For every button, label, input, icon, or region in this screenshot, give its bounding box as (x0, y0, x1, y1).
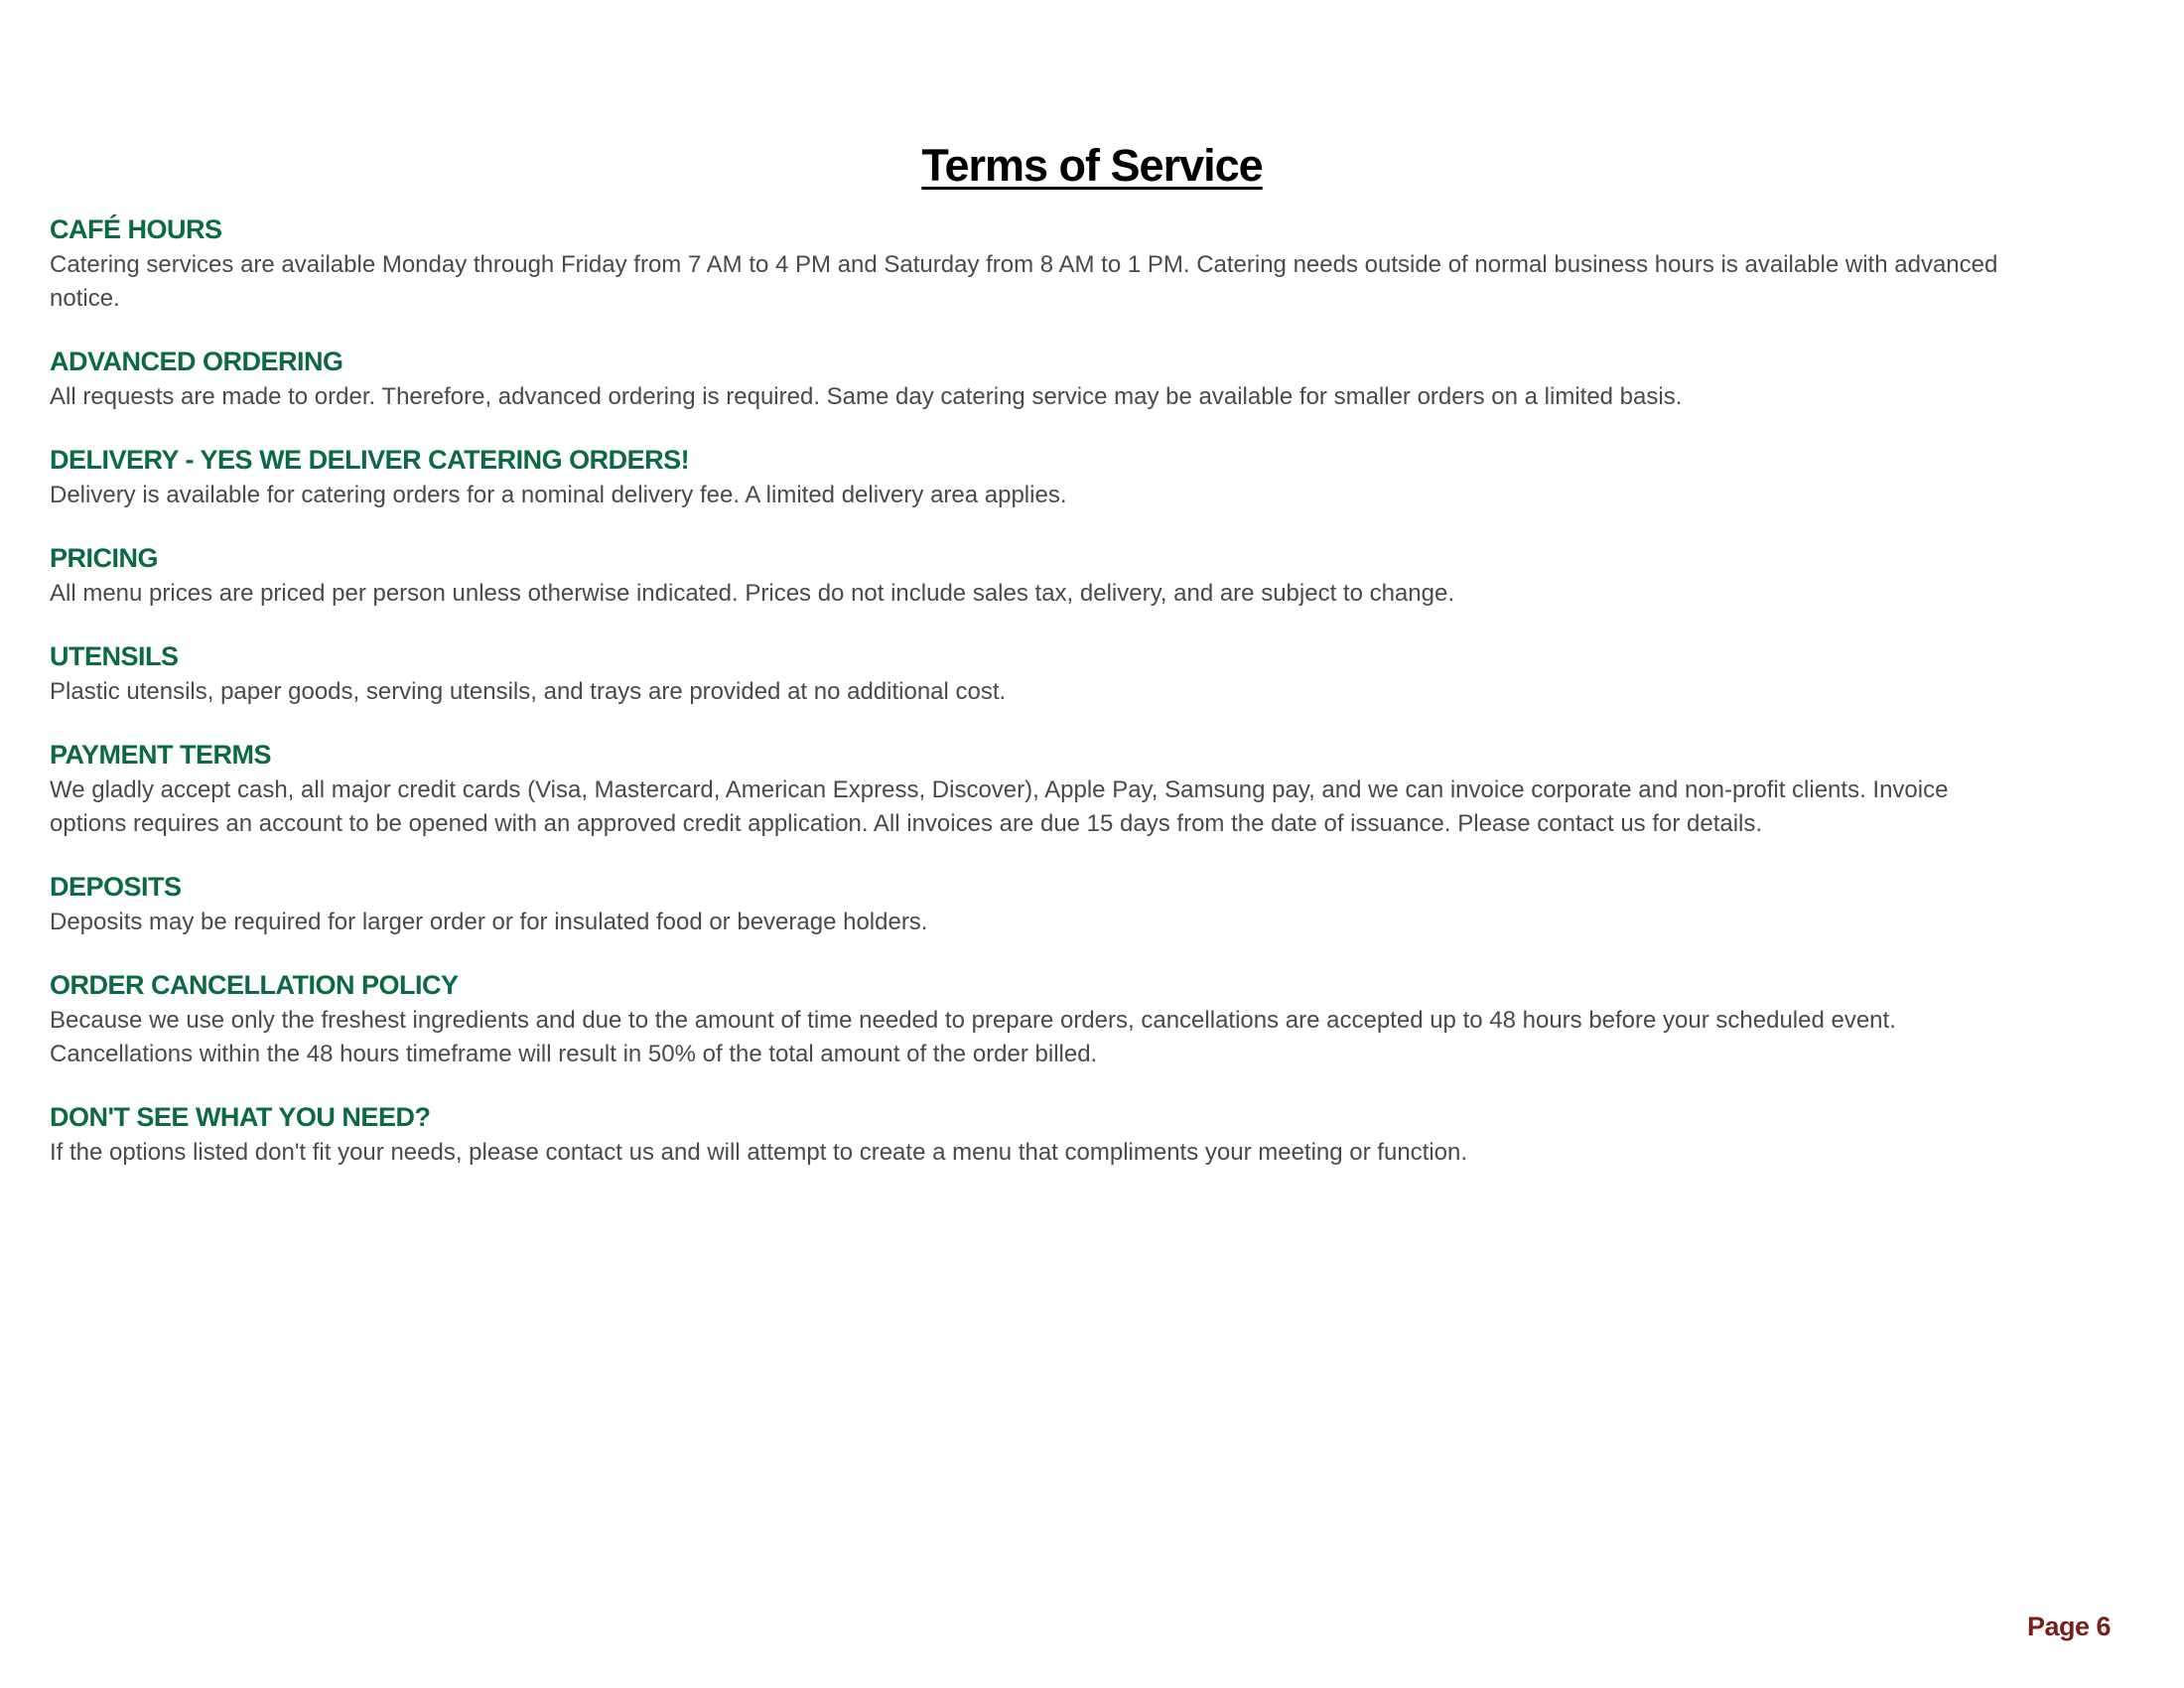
section-heading: CAFÉ HOURS (50, 214, 222, 244)
section-cafe-hours (50, 211, 2025, 316)
section-body: Catering services are available Monday through Friday from 7 AM to 4 PM and Saturday from 8 AM to 1 PM. Catering needs outside of normal business hours is available with advanced notice. (50, 251, 1998, 312)
page-title-text: Terms of Service (921, 140, 1263, 192)
section-payment-terms (50, 736, 2025, 841)
section-advanced-ordering (50, 343, 2025, 414)
section-body: Plastic utensils, paper goods, serving utensils, and trays are provided at no additional cost. (50, 678, 1007, 705)
section-body: All requests are made to order. Therefore, advanced ordering is required. Same day catering service may be available for smaller orders on a limited basis. (50, 383, 1683, 410)
section-heading: DON'T SEE WHAT YOU NEED? (50, 1102, 431, 1132)
section-body: We gladly accept cash, all major credit cards (Visa, Mastercard, American Express, Discover), Apple Pay, Samsung pay, and we can invoice corporate and non-profit clients. Invoice options requires an account to be opened with an approved credit application. All invoices are due 15 days from the date of issuance. Please contact us for details. (50, 776, 1949, 837)
section-heading: PRICING (50, 543, 159, 573)
section-deposits (50, 868, 2025, 939)
section-dont-see-what-you-need (50, 1098, 2025, 1170)
section-delivery (50, 441, 2025, 512)
section-body: Delivery is available for catering orders for a nominal delivery fee. A limited delivery area applies. (50, 482, 1067, 508)
section-heading: PAYMENT TERMS (50, 740, 272, 770)
page-title (0, 139, 2184, 193)
section-heading: DELIVERY - YES WE DELIVER CATERING ORDERS! (50, 445, 690, 475)
section-heading: UTENSILS (50, 641, 179, 671)
section-pricing (50, 539, 2025, 611)
section-heading: DEPOSITS (50, 872, 182, 902)
section-body: All menu prices are priced per person unless otherwise indicated. Prices do not include sales tax, delivery, and are subject to change. (50, 580, 1454, 607)
section-body: Because we use only the freshest ingredients and due to the amount of time needed to prepare orders, cancellations are accepted up to 48 hours before your scheduled event. Cancellations within the 48 hours timeframe will result in 50% of the total amount of the order billed. (50, 1007, 1896, 1067)
section-order-cancellation-policy (50, 966, 2025, 1071)
section-utensils (50, 637, 2025, 709)
section-body: Deposits may be required for larger order or for insulated food or beverage holders. (50, 909, 928, 935)
section-body: If the options listed don't fit your needs, please contact us and will attempt to create a menu that compliments your meeting or function. (50, 1139, 1468, 1166)
section-heading: ADVANCED ORDERING (50, 347, 343, 376)
terms-content (50, 211, 2025, 1196)
section-heading: ORDER CANCELLATION POLICY (50, 970, 459, 1000)
page-number: Page 6 (2026, 1612, 2111, 1641)
